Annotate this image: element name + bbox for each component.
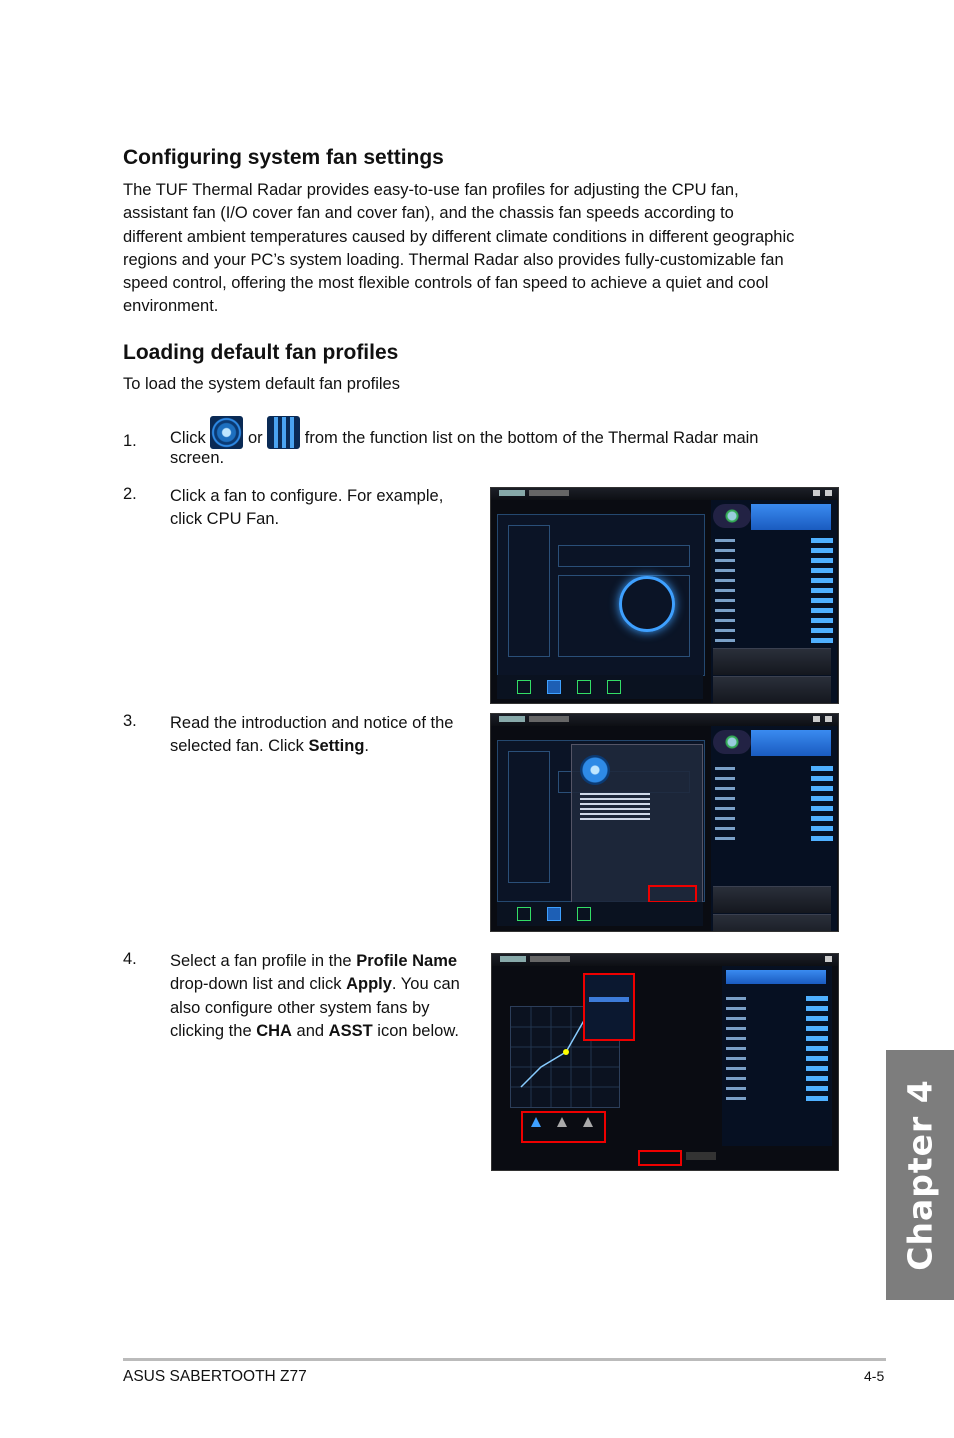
- step-4-text: [170, 950, 490, 1043]
- window-titlebar: [491, 488, 838, 500]
- step-number: 3.: [123, 712, 137, 730]
- step-text: and: [291, 1021, 329, 1040]
- fan-intro-dialog: [571, 744, 703, 906]
- footer-product-name: ASUS SABERTOOTH Z77: [123, 1368, 307, 1385]
- apply-term: Apply: [346, 975, 392, 994]
- back-button: [686, 1152, 716, 1160]
- asus-logo: [500, 956, 526, 962]
- paragraph-line: The TUF Thermal Radar provides easy-to-use fan profiles for adjusting the CPU fan,: [123, 181, 739, 199]
- step-text: Select a fan profile in the: [170, 952, 357, 970]
- sensor-panel: [711, 500, 837, 703]
- setting-button-highlight: [648, 885, 697, 903]
- minimize-icon: [813, 716, 820, 722]
- close-icon: [825, 490, 832, 496]
- profile-name-term: Profile Name: [356, 952, 458, 970]
- cpu-fan-icon: [619, 576, 675, 632]
- step-1-text: [170, 416, 850, 470]
- window-title: [529, 490, 569, 496]
- screenshot-cpu-fan-intro: [490, 713, 839, 932]
- screenshot-thermal-radar-main: [490, 487, 839, 704]
- step-text: or: [247, 429, 263, 447]
- section-heading-configuring: Configuring system fan settings: [123, 146, 444, 169]
- asst-term: ASST: [328, 1021, 373, 1040]
- step-text: .: [364, 737, 369, 756]
- step-number: 4.: [123, 950, 137, 968]
- temperature-panel: [722, 966, 832, 1146]
- screenshot-fan-profile-settings: [491, 953, 839, 1171]
- chapter-tab: [886, 1050, 954, 1300]
- asus-logo: [499, 716, 525, 722]
- step-text: also configure other system fans by: [170, 998, 430, 1017]
- footer-divider: [123, 1358, 886, 1361]
- step-text: selected fan. Click: [170, 737, 309, 756]
- step-text: Read the introduction and notice of the: [170, 714, 454, 732]
- chassis-icon[interactable]: [267, 416, 300, 449]
- asus-logo: [499, 490, 525, 496]
- close-icon: [825, 956, 832, 962]
- step-text: clicking the: [170, 1021, 257, 1040]
- step-text: Click: [170, 429, 206, 447]
- step-number: 2.: [123, 485, 137, 503]
- section-intro: To load the system default fan profiles: [123, 375, 400, 393]
- cha-term: CHA: [256, 1021, 292, 1040]
- chapter-label: Chapter 4: [900, 1079, 940, 1271]
- function-bar: [497, 902, 703, 926]
- paragraph-line: speed control, offering the most flexible controls of fan speed to achieve a quiet and cool: [123, 274, 769, 293]
- step-text: click CPU Fan.: [170, 510, 280, 529]
- intro-paragraph: [123, 179, 843, 319]
- step-text: screen.: [170, 449, 225, 467]
- minimize-icon: [813, 490, 820, 496]
- section-heading-loading: Loading default fan profiles: [123, 341, 399, 364]
- close-icon: [825, 716, 832, 722]
- step-text: . You can: [391, 975, 460, 994]
- paragraph-line: regions and your PC’s system loading. Thermal Radar also provides fully-customizable fan: [123, 250, 784, 269]
- function-bar: [497, 675, 703, 699]
- step-2-text: [170, 485, 470, 532]
- step-number: 1.: [123, 432, 137, 450]
- paragraph-line: assistant fan (I/O cover fan and cover fan), and the chassis fan speeds according to: [123, 204, 734, 223]
- step-text: from the function list on the bottom of the Thermal Radar main: [304, 429, 759, 447]
- setting-term: Setting: [308, 737, 365, 756]
- paragraph-line: environment.: [123, 297, 219, 316]
- fan-selector-highlight: [521, 1111, 606, 1143]
- fan-speed-panel: [711, 726, 837, 931]
- step-text: Click a fan to configure. For example,: [170, 487, 444, 505]
- step-text: drop-down list and click: [170, 975, 347, 994]
- fan-icon[interactable]: [210, 416, 243, 449]
- profile-name-dropdown-highlight: [583, 973, 635, 1041]
- window-titlebar: [491, 714, 838, 726]
- window-title: [529, 716, 569, 722]
- step-text: icon below.: [372, 1021, 459, 1040]
- step-3-text: [170, 712, 480, 759]
- page-number: 4-5: [864, 1368, 885, 1384]
- apply-button-highlight: [638, 1150, 682, 1166]
- window-title: [530, 956, 570, 962]
- window-titlebar: [492, 954, 838, 966]
- paragraph-line: different ambient temperatures caused by different climate conditions in different geographic: [123, 227, 795, 246]
